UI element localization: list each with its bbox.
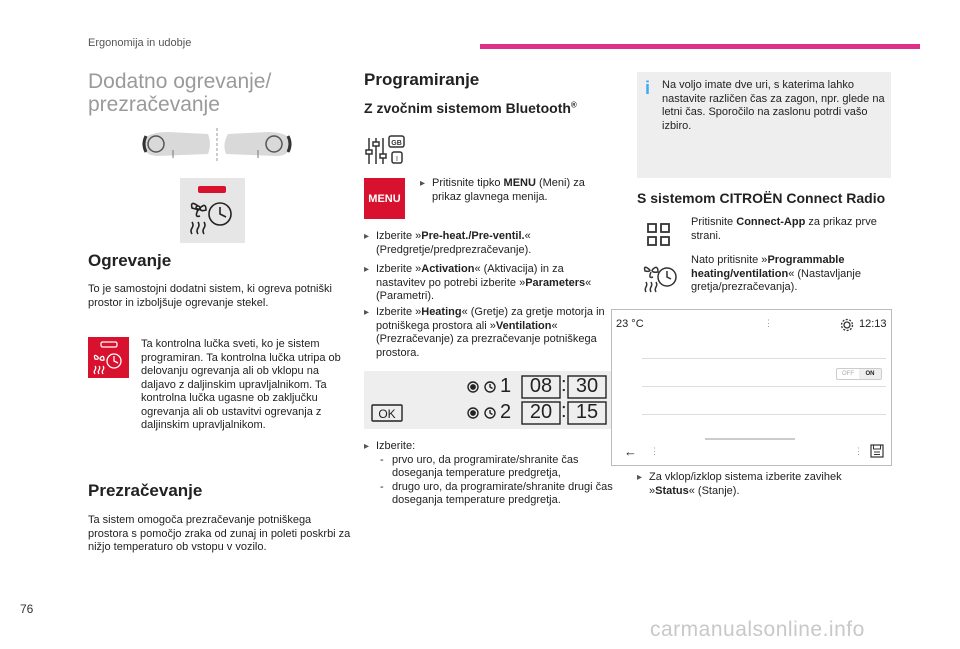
menu-button-label: MENU — [368, 192, 401, 205]
timer-1-number: 1 — [500, 375, 512, 397]
timer-1-minutes: 30 — [575, 375, 599, 397]
connect-radio-heading: S sistemom CITROËN Connect Radio — [637, 190, 886, 206]
timer-1-colon: : — [561, 374, 567, 396]
info-text: Na voljo imate dve uri, s katerima lahko nastavite različen čas za zagon, npr. glede na letni čas. Sporočilo na zaslonu potrdi vašo izbiro. — [662, 79, 885, 132]
timer-choice-list — [380, 454, 619, 508]
arrow-bullet-icon: ▸ — [364, 441, 370, 452]
gear-icon — [840, 318, 854, 332]
section-title: Dodatno ogrevanje/ prezračevanje — [88, 70, 272, 116]
info-box — [637, 72, 891, 178]
timer-2-minutes: 15 — [575, 401, 599, 423]
gb-label: GB — [391, 140, 402, 147]
back-arrow-icon[interactable]: ← — [624, 444, 637, 459]
clock-readout: 12:13 — [859, 318, 887, 330]
heater-icon-panel — [180, 178, 245, 243]
list-item: - drugo uro, da programirate/shranite drugi čas doseganja temperature predgretja. — [380, 480, 613, 506]
heating-lamp-icon — [88, 337, 129, 378]
ventilation-heading: Prezračevanje — [88, 481, 203, 500]
step-select-activation: ▸ Izberite »Activation« (Aktivacija) in za nastavitev po potrebi izberite »Parameters« (Parametri). — [364, 263, 592, 302]
toggle-on: ON — [859, 369, 881, 379]
programming-heading: Programiranje — [364, 70, 480, 89]
arrow-bullet-icon: ▸ — [364, 264, 370, 275]
timer-1-hours: 08 — [529, 375, 553, 397]
heating-description: To je samostojni dodatni sistem, ki ogreva potniški prostor in izboljšuje ogrevanje stekel. — [88, 283, 332, 309]
arrow-bullet-icon: ▸ — [637, 472, 643, 483]
step-select-timer: ▸ Izberite: - prvo uro, da programirate/shranite čas doseganja temperature predgretja, - drugo uro, da programirate/shranite drugi čas doseganja temperature predgretja. — [364, 440, 619, 508]
ok-button-label: OK — [378, 407, 396, 421]
step-press-connect-app: Pritisnite Connect-App za prikaz prve strani. — [691, 216, 877, 242]
timer-2-colon: : — [561, 400, 567, 422]
svg-text:I: I — [396, 156, 398, 163]
step-status-tab: ▸ Za vklop/izklop sistema izberite zavihek »Status« (Stanje). — [637, 471, 842, 497]
step-select-preheat: ▸ Izberite »Pre-heat./Pre-ventil.« (Predgretje/predprezračevanje). — [364, 230, 532, 256]
running-title: Ergonomija in udobje — [88, 37, 192, 49]
programmable-heating-icon — [640, 258, 680, 294]
toggle-off: OFF — [842, 371, 854, 377]
lamp-description: Ta kontrolna lučka sveti, ko je sistem programiran. Ta kontrolna lučka utripa ob delovanju ogrevanja ali ob vklopu na daljavo z daljinskim upravljalnikom. Ta kontrolna lučka ugasne ob zaključku ogrevanja ali ob ustavitvi ogrevanja z daljinskim upravljalnikom. — [141, 338, 341, 431]
timer-2-number: 2 — [500, 401, 512, 423]
step-select-heating: ▸ Izberite »Heating« (Gretje) za gretje motorja in potniškega prostora ali »Ventilation« (Prezračevanje) za prezračevanje potniškega prostora. — [364, 306, 605, 359]
warning-lamp-tile — [88, 337, 129, 378]
arrow-bullet-icon: ▸ — [364, 307, 370, 318]
auxiliary-heating-icon — [180, 178, 245, 243]
arrow-bullet-icon: ▸ — [364, 231, 370, 242]
step-press-menu: ▸ Pritisnite tipko MENU (Meni) za prikaz glavnega menija. — [420, 177, 585, 203]
list-item: - prvo uro, da programirate/shranite čas doseganja temperature predgretja, — [380, 453, 579, 479]
bluetooth-subheading: Z zvočnim sistemom Bluetooth® — [364, 100, 577, 116]
temperature-readout: 23 °C — [616, 318, 644, 330]
watermark: carmanualsonline.info — [650, 618, 865, 641]
touchscreen-mockup: 23 °C ⋮ 12:13 OFF ON ← ⋮ ⋮ — [611, 309, 892, 466]
timer-2-hours: 20 — [529, 401, 553, 423]
apps-grid-icon — [646, 222, 672, 248]
car-windshield-illustration — [138, 126, 296, 164]
settings-sliders-icon — [364, 134, 408, 168]
menu-button-illustration — [364, 178, 405, 219]
save-icon[interactable] — [870, 444, 884, 458]
step-press-programmable: Nato pritisnite »Programmable heating/ventilation« (Nastavljanje gretja/prezračevanja). — [691, 254, 861, 293]
page-number: 76 — [20, 602, 34, 616]
header-accent-bar — [480, 44, 920, 49]
info-icon: i — [645, 78, 651, 98]
ventilation-description: Ta sistem omogoča prezračevanje potniškega prostora s pomočjo zraka od zunaj in poleti poskrbi za nižjo temperaturo ob vstopu v vozilo. — [88, 514, 351, 553]
arrow-bullet-icon: ▸ — [420, 178, 426, 189]
timer-display-panel — [364, 371, 616, 429]
heating-heading: Ogrevanje — [88, 251, 172, 270]
status-toggle[interactable] — [836, 368, 882, 380]
